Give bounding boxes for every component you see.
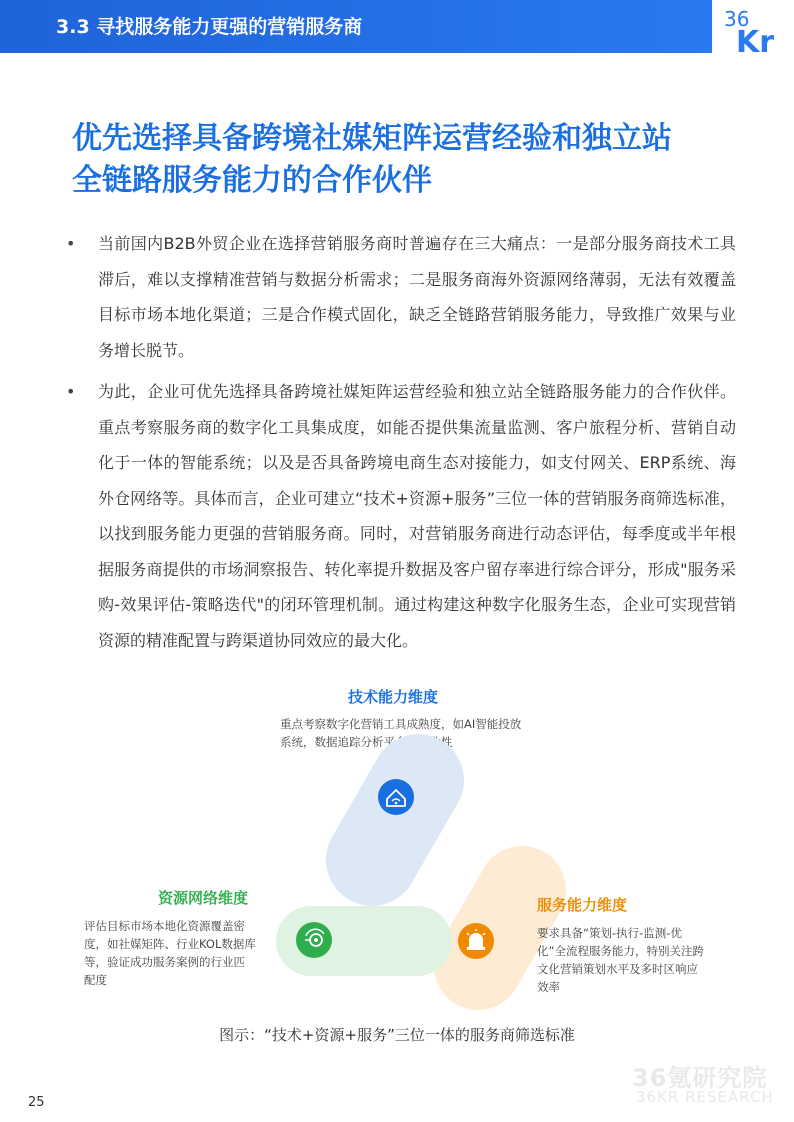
watermark-en: 36KR RESEARCH bbox=[636, 1088, 774, 1106]
tech-capsule bbox=[309, 717, 481, 922]
logo-text-36: 36 bbox=[724, 7, 750, 31]
section-title: 3.3 寻找服务能力更强的营销服务商 bbox=[56, 16, 363, 38]
logo-text-kr: Kr bbox=[736, 25, 775, 54]
watermark-cn: 36氪研究院 bbox=[632, 1064, 768, 1092]
page-title-line-1: 优先选择具备跨境社媒矩阵运营经验和独立站 bbox=[72, 121, 672, 156]
tech-dimension-desc: 重点考察数字化营销工具成熟度，如AI智能投放系统，数据追踪分析平台的专业性 bbox=[280, 717, 522, 749]
target-refresh-icon bbox=[296, 922, 332, 958]
alert-light-icon bbox=[458, 923, 494, 959]
service-dimension-desc: 要求具备“策划-执行-监测-优化”全流程服务能力，特别关注跨文化营销策划水平及多时区响应效率 bbox=[537, 926, 704, 994]
resource-dimension-title: 资源网络维度 bbox=[158, 889, 249, 907]
service-dimension-title: 服务能力维度 bbox=[537, 896, 628, 914]
tech-dimension-title: 技术能力维度 bbox=[348, 688, 439, 706]
page-title-line-2: 全链路服务能力的合作伙伴 bbox=[72, 163, 432, 198]
resource-dimension-desc: 评估目标市场本地化资源覆盖密度，如社媒矩阵、行业KOL数据库等，验证成功服务案例的行业匹配度 bbox=[84, 919, 256, 987]
bullet-dot-icon: • bbox=[66, 234, 76, 253]
page-number: 25 bbox=[28, 1095, 45, 1110]
home-wifi-icon bbox=[378, 779, 414, 815]
bullet-text: 当前国内B2B外贸企业在选择营销服务商时普遍存在三大痛点：一是部分服务商技术工具滞后，难以支撑精准营销与数据分析需求；二是服务商海外资源网络薄弱，无法有效覆盖目标市场本地化渠道；三是合作模式固化，缺乏全链路营销服务能力，导致推广效果与业务增长脱节。 bbox=[98, 234, 736, 360]
figure-caption: 图示：“技术+资源+服务”三位一体的服务商筛选标准 bbox=[219, 1026, 575, 1044]
bullet-dot-icon: • bbox=[66, 382, 76, 401]
bullet-text: 为此，企业可优先选择具备跨境社媒矩阵运营经验和独立站全链路服务能力的合作伙伴。重点考察服务商的数字化工具集成度，如能否提供集流量监测、客户旅程分析、营销自动化于一体的智能系统；以及是否具备跨境电商生态对接能力，如支付网关、ERP系统、海外仓网络等。具体而言，企业可建立“技术+资源+服务”三位一体的营销服务商筛选标准，以找到服务能力更强的营销服务商。同时，对营销服务商进行动态评估，每季度或半年根据服务商提供的市场洞察报告、转化率提升数据及客户留存率进行综合评分，形成"服务采购-效果评估-策略迭代"的闭环管理机制。通过构建这种数字化服务生态，企业可实现营销资源的精准配置与跨渠道协同效应的最大化。 bbox=[98, 382, 736, 650]
